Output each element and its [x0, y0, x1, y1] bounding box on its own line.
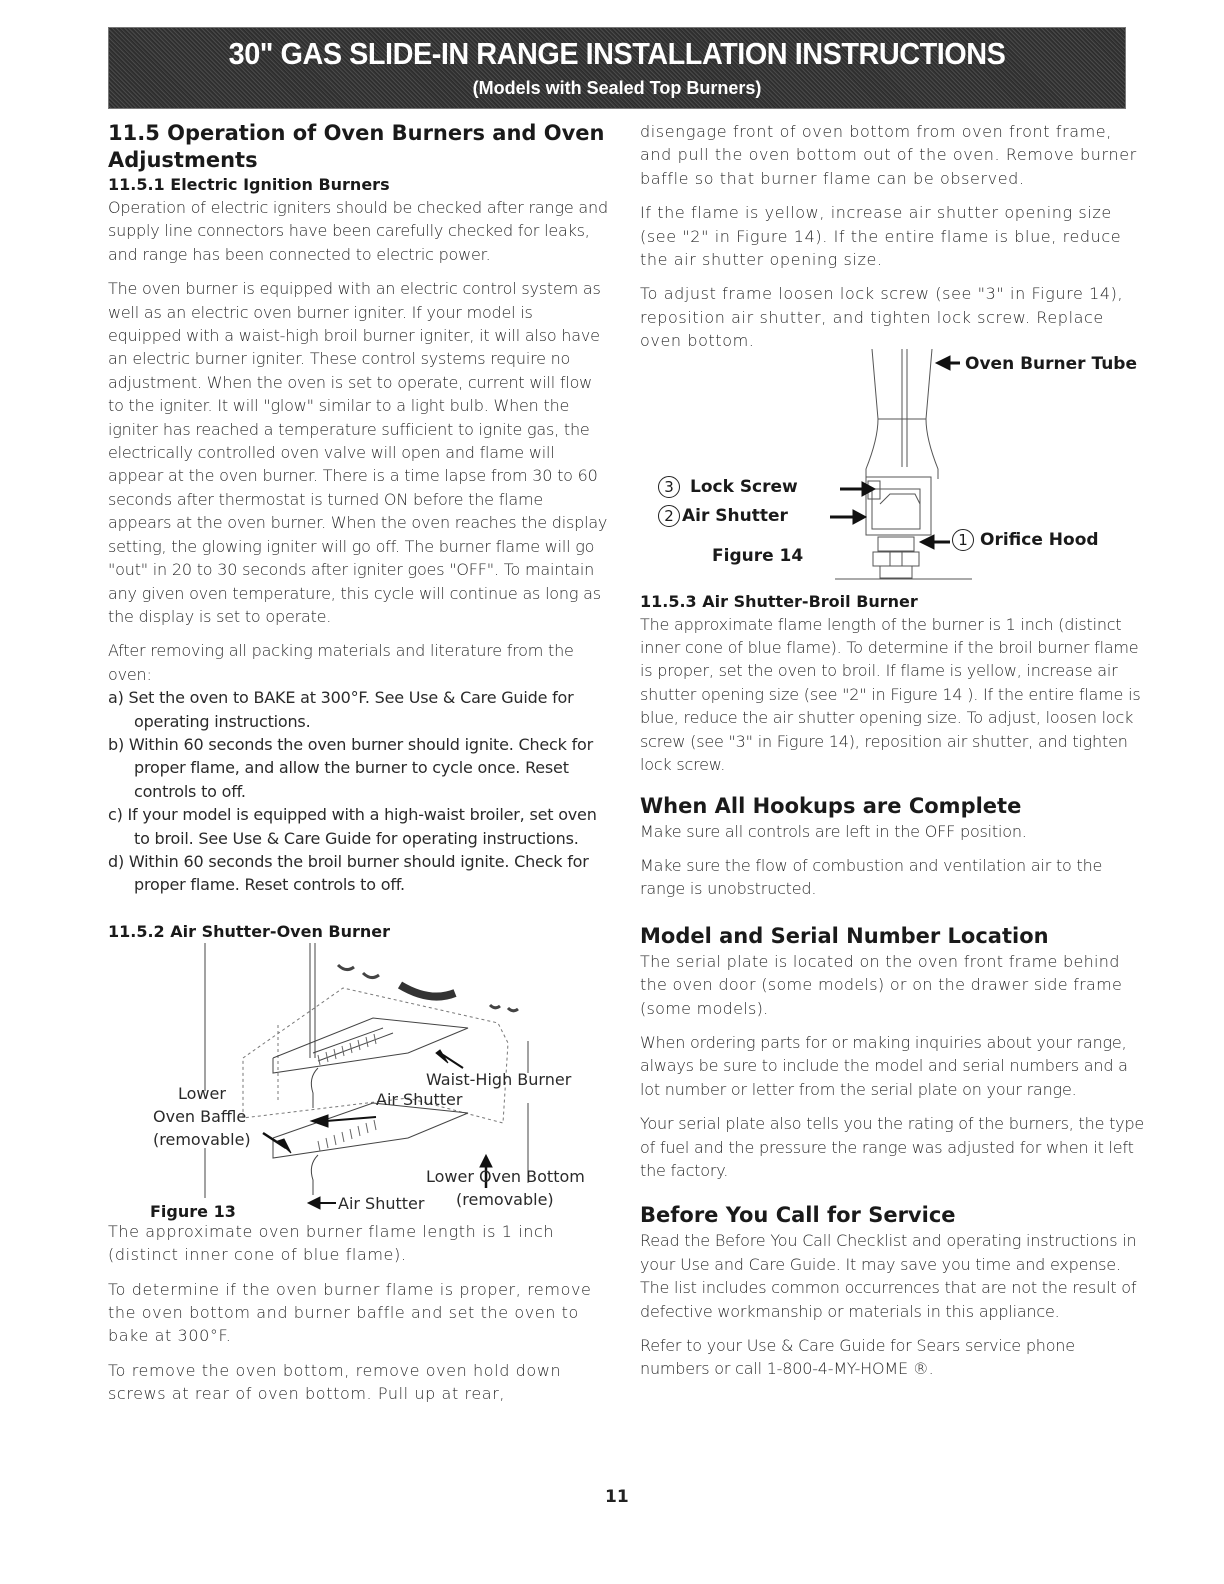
paragraph: The approximate oven burner flame length is 1 inch (distinct inner cone of blue flame). — [108, 1221, 555, 1265]
paragraph: To adjust frame loosen lock screw (see "3" in Figure 14), reposition air shutter, and tighten lock screw. Replace oven bottom. — [640, 284, 1124, 351]
paragraph: To determine if the oven burner flame is proper, remove the oven bottom and burner baffle and set the oven to bake at 300°F. — [108, 1279, 592, 1346]
section-heading-serial-location: Model and Serial Number Location — [640, 923, 1049, 948]
label-lower-oven-baffle: (removable) — [153, 1129, 251, 1149]
callout-number-icon: 2 — [658, 505, 680, 527]
figure-14-caption: Figure 14 — [712, 545, 804, 566]
list-item: a) Set the oven to BAKE at 300°F. See Use & Care Guide for operating instructions. — [108, 688, 574, 731]
label-lower-oven-baffle: Oven Baffle — [153, 1106, 247, 1126]
document-title: 30" GAS SLIDE-IN RANGE INSTALLATION INSTRUCTIONS — [228, 36, 1006, 71]
paragraph: When ordering parts for or making inquiries about your range, always be sure to include the model and serial numbers and a lot number or letter from the serial plate on your range. — [640, 1032, 1128, 1099]
label-lower-oven-baffle: Lower — [178, 1083, 226, 1103]
figure-13 — [108, 943, 608, 1221]
figure-13-caption: Figure 13 — [150, 1201, 236, 1221]
paragraph: After removing all packing materials and literature from the oven: — [108, 641, 574, 684]
figure-14 — [640, 339, 1145, 579]
checkout-steps-list — [108, 686, 608, 897]
paragraph: Make sure all controls are left in the OFF position. — [640, 821, 1027, 841]
label-lower-oven-bottom: Lower Oven Bottom — [426, 1166, 585, 1186]
list-item: d) Within 60 seconds the broil burner should ignite. Check for proper flame. Reset controls to off. — [108, 851, 589, 895]
left-column — [108, 120, 608, 1417]
list-item: b) Within 60 seconds the oven burner should ignite. Check for proper flame, and allow the burner to cycle once. Reset controls to off. — [108, 734, 594, 801]
label-waist-high-burner: Waist-High Burner — [426, 1069, 572, 1089]
paragraph: If the flame is yellow, increase air shutter opening size (see "2" in Figure 14). If the entire flame is blue, reduce the air shutter opening size. — [640, 203, 1122, 270]
paragraph: Make sure the flow of combustion and ventilation air to the range is unobstructed. — [640, 855, 1103, 899]
section-heading-hookups: When All Hookups are Complete — [640, 793, 1022, 818]
page-header-banner — [108, 27, 1126, 109]
subsection-heading-11-5-1: 11.5.1 Electric Ignition Burners — [108, 175, 390, 194]
label-orifice-hood: 1 Orifice Hood — [952, 529, 1099, 551]
paragraph: Refer to your Use & Care Guide for Sears service phone numbers or call 1-800-4-MY-HOME ®. — [640, 1336, 1075, 1379]
paragraph: disengage front of oven bottom from oven front frame, and pull the oven bottom out of the oven. Remove burner baffle so that burner flame can be observed. — [640, 122, 1137, 188]
paragraph: Read the Before You Call Checklist and operating instructions in your Use and Care Guide. It may save you time and expense. The list includes common occurrences that are not the result of defective workmanship or materials in this appliance. — [640, 1231, 1137, 1321]
list-item: c) If your model is equipped with a high-waist broiler, set oven to broil. See Use & Care Guide for operating instructions. — [108, 805, 597, 848]
paragraph: Operation of electric igniters should be checked after range and supply line connectors have been carefully checked for leaks, and range has been connected to electric power. — [108, 198, 608, 264]
paragraph: The serial plate is located on the oven front frame behind the oven door (some models) or on the drawer side frame (some models). — [640, 951, 1123, 1018]
section-heading-before-service: Before You Call for Service — [640, 1203, 956, 1228]
callout-number-icon: 3 — [658, 476, 680, 498]
paragraph: The approximate flame length of the burner is 1 inch (distinct inner cone of blue flame). To determine if the broil burner flame is proper, set the oven to broil. If flame is yellow, increase air shutter opening size (see "2" in Figure 14 ). If the entire flame is blue, reduce the air shutter opening size. To adjust, loosen lock screw (see "3" in Figure 14), reposition air shutter, and tighten lock screw. — [640, 614, 1141, 775]
document-subtitle: (Models with Sealed Top Burners) — [472, 78, 762, 98]
right-column — [640, 120, 1145, 1392]
subsection-heading-11-5-2: 11.5.2 Air Shutter-Oven Burner — [108, 921, 391, 941]
page-number: 11 — [605, 1487, 629, 1507]
subsection-heading-11-5-3: 11.5.3 Air Shutter-Broil Burner — [640, 591, 918, 611]
label-oven-burner-tube: Oven Burner Tube — [965, 353, 1137, 374]
paragraph: To remove the oven bottom, remove oven hold down screws at rear of oven bottom. Pull up at rear, — [108, 1360, 562, 1404]
label-air-shutter-lower: Air Shutter — [338, 1193, 425, 1213]
paragraph: Your serial plate also tells you the rating of the burners, the type of fuel and the pressure the range was adjusted for when it left the factory. — [640, 1114, 1145, 1180]
label-lock-screw: 3 Lock Screw — [658, 476, 798, 498]
paragraph: The oven burner is equipped with an electric control system as well as an electric oven burner igniter. If your model is equipped with a waist-high broil burner igniter, it will also have an electric burner igniter. These control systems require no adjustment. When the oven is set to operate, current will flow to the igniter. It will "glow" similar to a light bulb. When the igniter has reached a temperature sufficient to ignite gas, the electrically controlled oven valve will open and flame will appear at the oven burner. There is a time lapse from 30 to 60 seconds after thermostat is turned ON before the flame appears at the oven burner. When the oven reaches the display setting, the glowing igniter will go off. The burner flame will go "out" in 20 to 30 seconds after igniter goes "OFF". To maintain any given oven temperature, this cycle will continue as long as the display is set to operate. — [108, 279, 608, 626]
section-heading-11-5: 11.5 Operation of Oven Burners and Oven Adjustments — [108, 121, 605, 172]
label-air-shutter: 2 Air Shutter — [658, 505, 788, 527]
callout-number-icon: 1 — [952, 529, 974, 551]
label-air-shutter-upper: Air Shutter — [376, 1089, 463, 1109]
label-lower-oven-bottom: (removable) — [456, 1189, 554, 1209]
